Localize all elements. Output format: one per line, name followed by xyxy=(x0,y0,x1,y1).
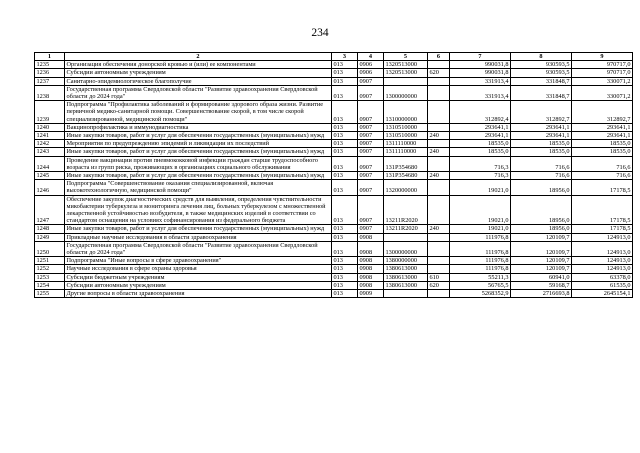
row-expense-type xyxy=(428,265,450,273)
row-amount-year-1: 716,3 xyxy=(450,156,511,171)
row-expense-type xyxy=(428,195,450,225)
row-section-code: 0907 xyxy=(358,180,384,195)
row-amount-year-2: 120109,7 xyxy=(511,233,572,241)
row-name: Государственная программа Свердловской области "Развитие здравоохранения Свердловской области до 2024 года" xyxy=(65,241,332,256)
row-section-code: 0907 xyxy=(358,101,384,124)
row-amount-year-1: 293641,1 xyxy=(450,132,511,140)
column-header: 1 xyxy=(35,53,65,61)
table-row xyxy=(35,225,633,233)
row-section-code: 0907 xyxy=(358,195,384,225)
row-department-code: 013 xyxy=(332,77,358,85)
row-target-article: 1300000000 xyxy=(384,85,428,100)
table-row xyxy=(35,281,633,289)
row-name: Подпрограмма "Профилактика заболеваний и формирование здорового образа жизни. Развитие первичной медико-санитарной помощи. Совершенствование скорой, в том числе скорой специализированной, медицинской помощи" xyxy=(65,101,332,124)
row-number: 1246 xyxy=(35,180,65,195)
table-row xyxy=(35,123,633,131)
row-department-code: 013 xyxy=(332,265,358,273)
row-amount-year-1: 990031,8 xyxy=(450,61,511,69)
row-number: 1238 xyxy=(35,85,65,100)
row-expense-type: 620 xyxy=(428,69,450,77)
row-name: Иные закупки товаров, работ и услуг для обеспечения государственных (муниципальных) нужд xyxy=(65,172,332,180)
page-number: 234 xyxy=(311,27,329,39)
row-section-code: 0908 xyxy=(358,281,384,289)
table-row xyxy=(35,273,633,281)
row-section-code: 0907 xyxy=(358,132,384,140)
row-amount-year-1: 312892,4 xyxy=(450,101,511,124)
row-name: Иные закупки товаров, работ и услуг для обеспечения государственных (муниципальных) нужд xyxy=(65,132,332,140)
row-amount-year-3: 716,6 xyxy=(572,172,633,180)
row-amount-year-2: 2716693,8 xyxy=(511,290,572,298)
row-number: 1237 xyxy=(35,77,65,85)
row-amount-year-3: 17178,5 xyxy=(572,195,633,225)
row-department-code: 013 xyxy=(332,257,358,265)
table-row xyxy=(35,195,633,225)
row-target-article: 131P354680 xyxy=(384,156,428,171)
row-amount-year-2: 716,6 xyxy=(511,156,572,171)
table-row xyxy=(35,69,633,77)
row-department-code: 013 xyxy=(332,140,358,148)
row-expense-type xyxy=(428,257,450,265)
row-number: 1239 xyxy=(35,101,65,124)
table-row xyxy=(35,61,633,69)
row-amount-year-3: 63378,0 xyxy=(572,273,633,281)
row-section-code: 0908 xyxy=(358,241,384,256)
row-number: 1247 xyxy=(35,195,65,225)
row-number: 1253 xyxy=(35,273,65,281)
row-target-article: 13211R2020 xyxy=(384,225,428,233)
column-header: 7 xyxy=(450,53,511,61)
row-expense-type: 240 xyxy=(428,132,450,140)
row-department-code: 013 xyxy=(332,172,358,180)
row-amount-year-2: 293641,1 xyxy=(511,123,572,131)
row-amount-year-1: 18535,0 xyxy=(450,140,511,148)
row-name: Субсидии бюджетным учреждениям xyxy=(65,273,332,281)
row-section-code: 0907 xyxy=(358,172,384,180)
row-section-code: 0908 xyxy=(358,265,384,273)
row-number: 1245 xyxy=(35,172,65,180)
row-department-code: 013 xyxy=(332,61,358,69)
row-target-article xyxy=(384,290,428,298)
table-row xyxy=(35,290,633,298)
row-number: 1255 xyxy=(35,290,65,298)
row-target-article: 1311110000 xyxy=(384,140,428,148)
row-target-article: 1380000000 xyxy=(384,257,428,265)
row-section-code: 0908 xyxy=(358,273,384,281)
row-amount-year-1: 19021,0 xyxy=(450,225,511,233)
row-amount-year-1: 111976,8 xyxy=(450,233,511,241)
row-target-article xyxy=(384,233,428,241)
row-expense-type xyxy=(428,140,450,148)
row-amount-year-2: 60941,0 xyxy=(511,273,572,281)
row-target-article: 1300000000 xyxy=(384,241,428,256)
row-amount-year-3: 330071,2 xyxy=(572,77,633,85)
table-row xyxy=(35,156,633,171)
row-amount-year-2: 331848,7 xyxy=(511,77,572,85)
row-amount-year-2: 331848,7 xyxy=(511,85,572,100)
row-department-code: 013 xyxy=(332,156,358,171)
row-amount-year-1: 111976,8 xyxy=(450,241,511,256)
row-name: Научные исследования в сфере охраны здоровья xyxy=(65,265,332,273)
row-amount-year-1: 55211,3 xyxy=(450,273,511,281)
table-row xyxy=(35,140,633,148)
row-department-code: 013 xyxy=(332,290,358,298)
row-name: Субсидии автономным учреждениям xyxy=(65,69,332,77)
row-amount-year-3: 970717,0 xyxy=(572,69,633,77)
row-section-code: 0908 xyxy=(358,233,384,241)
column-header: 2 xyxy=(65,53,332,61)
row-name: Обеспечение закупок диагностических средств для выявления, определения чувствительности микобактерии туберкулеза и мониторинга лечения лиц, больных туберкулезом с множественной лекарственной устойчивостью возбудителя, в также медицинских изделий в соответствии со стандартом оснащения на условиях софинансирования из федерального бюджета xyxy=(65,195,332,225)
table-row xyxy=(35,85,633,100)
row-amount-year-3: 716,6 xyxy=(572,156,633,171)
row-amount-year-3: 293641,1 xyxy=(572,132,633,140)
row-number: 1250 xyxy=(35,241,65,256)
row-number: 1236 xyxy=(35,69,65,77)
row-department-code: 013 xyxy=(332,233,358,241)
row-name: Организация обеспечения донорской кровью и (или) ее компонентами xyxy=(65,61,332,69)
budget-table xyxy=(34,52,633,298)
row-amount-year-3: 124913,0 xyxy=(572,241,633,256)
table-row xyxy=(35,241,633,256)
row-amount-year-2: 716,6 xyxy=(511,172,572,180)
row-target-article: 131P354680 xyxy=(384,172,428,180)
row-section-code: 0906 xyxy=(358,61,384,69)
row-number: 1242 xyxy=(35,140,65,148)
row-name: Государственная программа Свердловской области "Развитие здравоохранения Свердловской области до 2024 года" xyxy=(65,85,332,100)
row-amount-year-2: 120109,7 xyxy=(511,265,572,273)
row-name: Иные закупки товаров, работ и услуг для обеспечения государственных (муниципальных) нужд xyxy=(65,148,332,156)
row-target-article: 1310510000 xyxy=(384,123,428,131)
row-amount-year-1: 19021,0 xyxy=(450,195,511,225)
row-expense-type xyxy=(428,290,450,298)
row-expense-type: 620 xyxy=(428,281,450,289)
column-header: 4 xyxy=(358,53,384,61)
column-header: 9 xyxy=(572,53,633,61)
table-row xyxy=(35,172,633,180)
row-department-code: 013 xyxy=(332,132,358,140)
row-name: Вакцинопрофилактика и иммунодиагностика xyxy=(65,123,332,131)
row-amount-year-3: 124913,0 xyxy=(572,265,633,273)
row-amount-year-3: 18535,0 xyxy=(572,148,633,156)
row-name: Другие вопросы в области здравоохранения xyxy=(65,290,332,298)
row-amount-year-3: 970717,0 xyxy=(572,61,633,69)
row-section-code: 0907 xyxy=(358,225,384,233)
row-number: 1251 xyxy=(35,257,65,265)
row-department-code: 013 xyxy=(332,101,358,124)
row-amount-year-3: 124913,0 xyxy=(572,257,633,265)
table-row xyxy=(35,257,633,265)
row-target-article: 1311110000 xyxy=(384,148,428,156)
row-amount-year-2: 18535,0 xyxy=(511,148,572,156)
table-row xyxy=(35,132,633,140)
row-amount-year-2: 18956,0 xyxy=(511,180,572,195)
row-expense-type: 240 xyxy=(428,225,450,233)
row-amount-year-2: 293641,1 xyxy=(511,132,572,140)
row-number: 1248 xyxy=(35,225,65,233)
row-expense-type xyxy=(428,77,450,85)
row-amount-year-2: 18956,0 xyxy=(511,195,572,225)
row-expense-type: 610 xyxy=(428,273,450,281)
row-department-code: 013 xyxy=(332,281,358,289)
row-target-article: 1310000000 xyxy=(384,101,428,124)
table-row xyxy=(35,233,633,241)
row-number: 1244 xyxy=(35,156,65,171)
row-expense-type xyxy=(428,180,450,195)
column-header: 3 xyxy=(332,53,358,61)
column-header: 5 xyxy=(384,53,428,61)
row-amount-year-3: 2645154,1 xyxy=(572,290,633,298)
row-amount-year-1: 716,3 xyxy=(450,172,511,180)
row-name: Подпрограмма "Иные вопросы в сфере здравоохранения" xyxy=(65,257,332,265)
row-target-article: 1380613000 xyxy=(384,273,428,281)
row-expense-type xyxy=(428,233,450,241)
column-header: 6 xyxy=(428,53,450,61)
row-amount-year-2: 312892,7 xyxy=(511,101,572,124)
row-amount-year-3: 312892,7 xyxy=(572,101,633,124)
row-name: Проведение вакцинации против пневмококковой инфекции граждан старше трудоспособного возраста из групп риска, проживающих в организациях социального обслуживания xyxy=(65,156,332,171)
row-amount-year-2: 930593,5 xyxy=(511,69,572,77)
row-amount-year-3: 17178,5 xyxy=(572,225,633,233)
row-amount-year-2: 18956,0 xyxy=(511,225,572,233)
row-amount-year-1: 5268352,9 xyxy=(450,290,511,298)
row-department-code: 013 xyxy=(332,180,358,195)
row-expense-type xyxy=(428,241,450,256)
row-department-code: 013 xyxy=(332,85,358,100)
row-expense-type: 240 xyxy=(428,148,450,156)
row-expense-type: 240 xyxy=(428,172,450,180)
row-number: 1252 xyxy=(35,265,65,273)
row-department-code: 013 xyxy=(332,225,358,233)
row-section-code: 0908 xyxy=(358,257,384,265)
row-number: 1243 xyxy=(35,148,65,156)
row-expense-type xyxy=(428,85,450,100)
row-number: 1240 xyxy=(35,123,65,131)
row-section-code: 0907 xyxy=(358,77,384,85)
row-amount-year-3: 124913,0 xyxy=(572,233,633,241)
row-target-article: 1320513000 xyxy=(384,61,428,69)
row-amount-year-1: 111976,8 xyxy=(450,257,511,265)
row-target-article: 1380613000 xyxy=(384,281,428,289)
row-section-code: 0907 xyxy=(358,123,384,131)
row-target-article: 13211R2020 xyxy=(384,195,428,225)
row-target-article xyxy=(384,77,428,85)
table-row xyxy=(35,265,633,273)
row-section-code: 0909 xyxy=(358,290,384,298)
row-amount-year-2: 120109,7 xyxy=(511,241,572,256)
row-department-code: 013 xyxy=(332,273,358,281)
row-amount-year-1: 111976,8 xyxy=(450,265,511,273)
row-expense-type xyxy=(428,123,450,131)
row-amount-year-1: 19021,0 xyxy=(450,180,511,195)
row-amount-year-2: 120109,7 xyxy=(511,257,572,265)
row-target-article: 1310510000 xyxy=(384,132,428,140)
table-body xyxy=(35,61,633,298)
row-section-code: 0907 xyxy=(358,140,384,148)
row-amount-year-3: 17178,5 xyxy=(572,180,633,195)
row-target-article: 1320513000 xyxy=(384,69,428,77)
row-amount-year-2: 59168,7 xyxy=(511,281,572,289)
row-name: Санитарно-эпидемиологическое благополучие xyxy=(65,77,332,85)
table-row xyxy=(35,148,633,156)
row-section-code: 0906 xyxy=(358,69,384,77)
table-row xyxy=(35,180,633,195)
row-amount-year-3: 18535,0 xyxy=(572,140,633,148)
row-amount-year-1: 293641,1 xyxy=(450,123,511,131)
row-target-article: 1380613000 xyxy=(384,265,428,273)
row-amount-year-1: 990031,8 xyxy=(450,69,511,77)
row-number: 1249 xyxy=(35,233,65,241)
row-section-code: 0907 xyxy=(358,85,384,100)
row-expense-type xyxy=(428,101,450,124)
table-row xyxy=(35,77,633,85)
row-section-code: 0907 xyxy=(358,148,384,156)
row-number: 1235 xyxy=(35,61,65,69)
row-amount-year-2: 930593,5 xyxy=(511,61,572,69)
row-department-code: 013 xyxy=(332,69,358,77)
row-expense-type xyxy=(428,156,450,171)
row-amount-year-3: 61535,0 xyxy=(572,281,633,289)
row-department-code: 013 xyxy=(332,241,358,256)
row-expense-type xyxy=(428,61,450,69)
row-amount-year-1: 331913,4 xyxy=(450,85,511,100)
row-department-code: 013 xyxy=(332,195,358,225)
row-amount-year-1: 56765,5 xyxy=(450,281,511,289)
row-amount-year-1: 18535,0 xyxy=(450,148,511,156)
row-name: Подпрограмма "Совершенствование оказания специализированной, включая высокотехнологичную, медицинской помощи" xyxy=(65,180,332,195)
row-name: Мероприятия по предупреждению эпидемий и ликвидации их последствий xyxy=(65,140,332,148)
row-department-code: 013 xyxy=(332,148,358,156)
table-row xyxy=(35,101,633,124)
row-name: Прикладные научные исследования в области здравоохранения xyxy=(65,233,332,241)
row-section-code: 0907 xyxy=(358,156,384,171)
row-amount-year-2: 18535,0 xyxy=(511,140,572,148)
row-amount-year-3: 330071,2 xyxy=(572,85,633,100)
row-name: Субсидии автономным учреждениям xyxy=(65,281,332,289)
row-department-code: 013 xyxy=(332,123,358,131)
row-target-article: 1320000000 xyxy=(384,180,428,195)
row-amount-year-1: 331913,4 xyxy=(450,77,511,85)
table-header-row xyxy=(35,53,633,61)
row-number: 1254 xyxy=(35,281,65,289)
row-name: Иные закупки товаров, работ и услуг для обеспечения государственных (муниципальных) нужд xyxy=(65,225,332,233)
column-header: 8 xyxy=(511,53,572,61)
row-number: 1241 xyxy=(35,132,65,140)
row-amount-year-3: 293641,1 xyxy=(572,123,633,131)
